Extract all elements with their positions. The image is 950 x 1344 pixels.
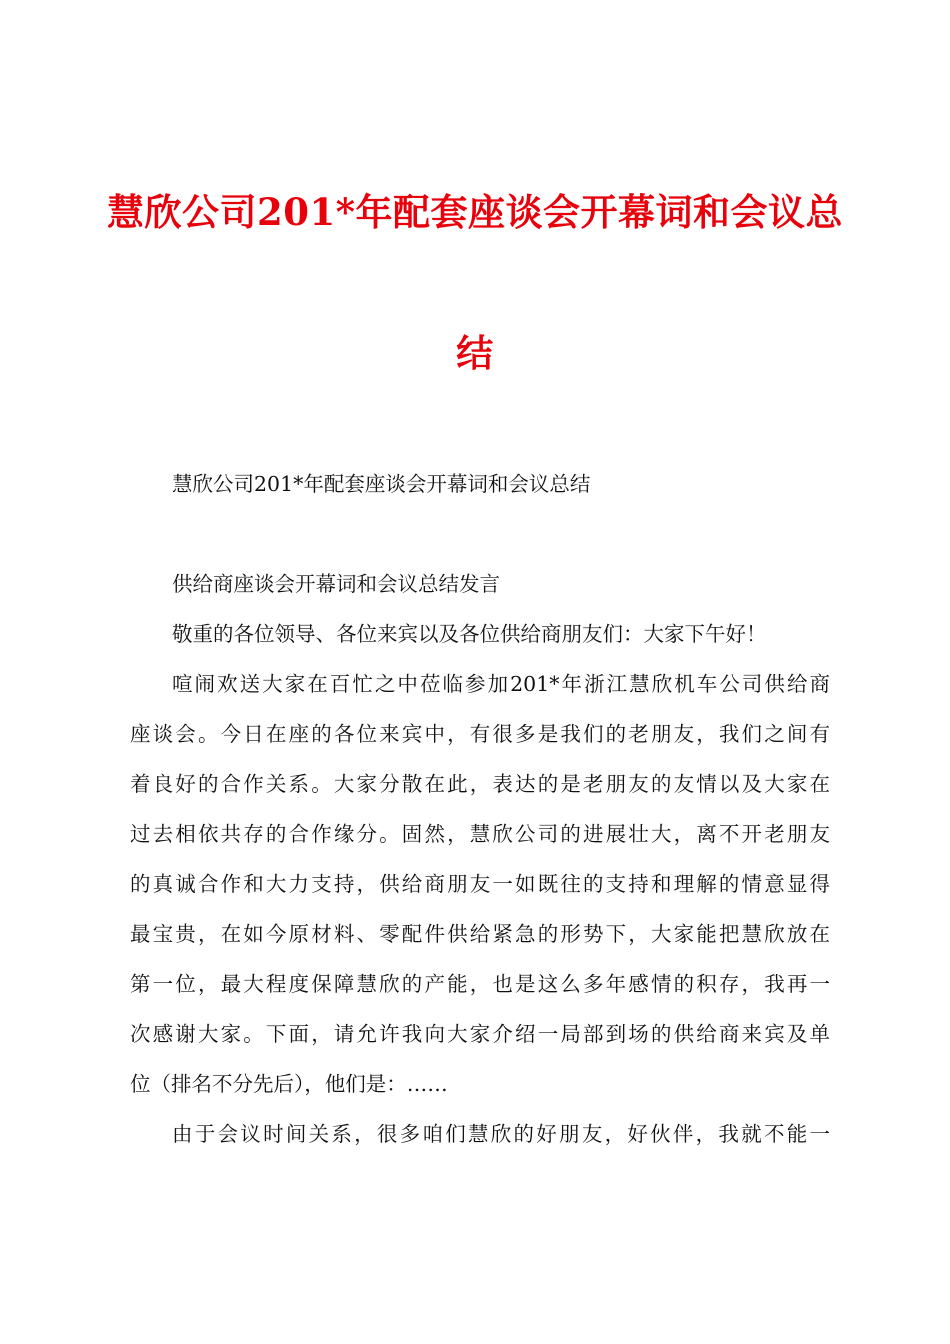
paragraph-1-line-9: 位（排名不分先后），他们是：…… (130, 1072, 448, 1096)
document-title-line-1: 慧欣公司201*年配套座谈会开幕词和会议总 (106, 190, 844, 234)
paragraph-1-line-3: 着良好的合作关系。大家分散在此，表达的是老朋友的友情以及大家在 (130, 772, 830, 796)
paragraph-1-line-7: 第一位，最大程度保障慧欣的产能，也是这么多年感情的积存，我再一 (130, 972, 830, 996)
paragraph-1-line-2: 座谈会。今日在座的各位来宾中，有很多是我们的老朋友，我们之间有 (130, 722, 830, 746)
paragraph-1-line-4: 过去相依共存的合作缘分。固然，慧欣公司的进展壮大，离不开老朋友 (130, 822, 830, 846)
greeting-line: 敬重的各位领导、各位来宾以及各位供给商朋友们：大家下午好！ (172, 622, 767, 646)
section-heading: 供给商座谈会开幕词和会议总结发言 (172, 572, 500, 596)
paragraph-1-line-5: 的真诚合作和大力支持，供给商朋友一如既往的支持和理解的情意显得 (130, 872, 830, 896)
document-subtitle: 慧欣公司201*年配套座谈会开幕词和会议总结 (172, 472, 591, 496)
paragraph-1-line-8: 次感谢大家。下面，请允许我向大家介绍一局部到场的供给商来宾及单 (130, 1022, 830, 1046)
document-title-line-2: 结 (456, 331, 494, 375)
paragraph-1-line-6: 最宝贵，在如今原材料、零配件供给紧急的形势下，大家能把慧欣放在 (130, 922, 830, 946)
paragraph-2-line-1: 由于会议时间关系，很多咱们慧欣的好朋友，好伙伴，我就不能一 (172, 1122, 830, 1146)
paragraph-1-line-1: 喧闹欢送大家在百忙之中莅临参加201*年浙江慧欣机车公司供给商 (172, 672, 830, 696)
